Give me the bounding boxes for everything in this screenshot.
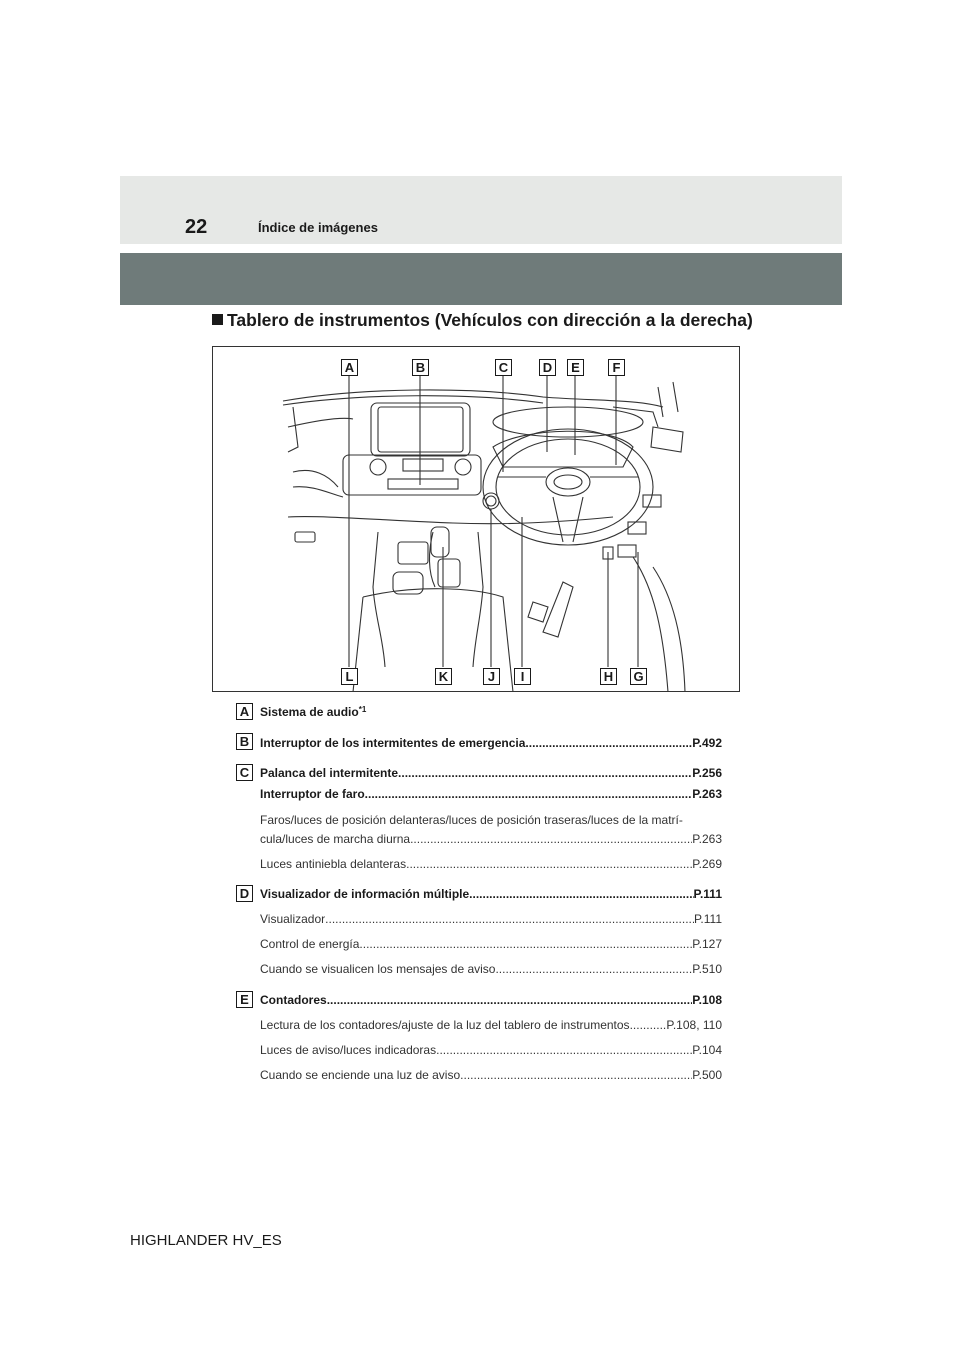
item-e-sub1: Lectura de los contadores/ajuste de la luz del tablero de instrumentos ..... P.108, 110 [260,1018,722,1032]
item-letter-d: D [236,885,253,902]
item-e-entry: Contadores ..... P.108 [260,993,722,1007]
instrument-panel-figure [212,346,740,692]
header-band [120,176,842,244]
page-number: 22 [185,216,208,238]
bullet-square-icon [212,314,223,325]
callout-b: B [412,359,429,376]
item-letter-a: A [236,703,253,720]
footer-model: HIGHLANDER HV_ES [130,1232,282,1249]
item-e-sub2: Luces de aviso/luces indicadoras ..... P.104 [260,1043,722,1057]
dashboard-illustration [213,347,741,693]
item-letter-b: B [236,733,253,750]
callout-c: C [495,359,512,376]
callout-d: D [539,359,556,376]
callout-k: K [435,668,452,685]
item-c-sub1-line2: cula/luces de marcha diurna ..... P.263 [260,832,722,846]
callout-e: E [567,359,584,376]
callout-f: F [608,359,625,376]
callout-h: H [600,668,617,685]
item-b-entry: Interruptor de los intermitentes de emergencia ..... P.492 [260,736,722,750]
section-label: Índice de imágenes [258,220,378,235]
item-d-entry: Visualizador de información múltiple ..... P.111 [260,887,722,901]
callout-l: L [341,668,358,685]
item-c-entry-1: Palanca del intermitente ..... P.256 [260,766,722,780]
item-letter-c: C [236,764,253,781]
callout-i: I [514,668,531,685]
item-c-sub1-line1: Faros/luces de posición delanteras/luces de posición traseras/luces de la matrí- [260,813,683,827]
item-d-sub1: Visualizador ..... P.111 [260,912,722,926]
item-a-label: Sistema de audio *1 [260,705,367,719]
callout-a: A [341,359,358,376]
header-dark-band [120,253,842,305]
item-c-entry-2: Interruptor de faro ..... P.263 [260,787,722,801]
item-d-sub3: Cuando se visualicen los mensajes de aviso ..... P.510 [260,962,722,976]
callout-j: J [483,668,500,685]
section-title-text: Tablero de instrumentos (Vehículos con dirección a la derecha) [227,310,753,330]
item-c-sub2: Luces antiniebla delanteras ..... P.269 [260,857,722,871]
callout-g: G [630,668,647,685]
item-letter-e: E [236,991,253,1008]
section-title [212,310,753,331]
item-e-sub3: Cuando se enciende una luz de aviso ..... P.500 [260,1068,722,1082]
item-d-sub2: Control de energía ..... P.127 [260,937,722,951]
